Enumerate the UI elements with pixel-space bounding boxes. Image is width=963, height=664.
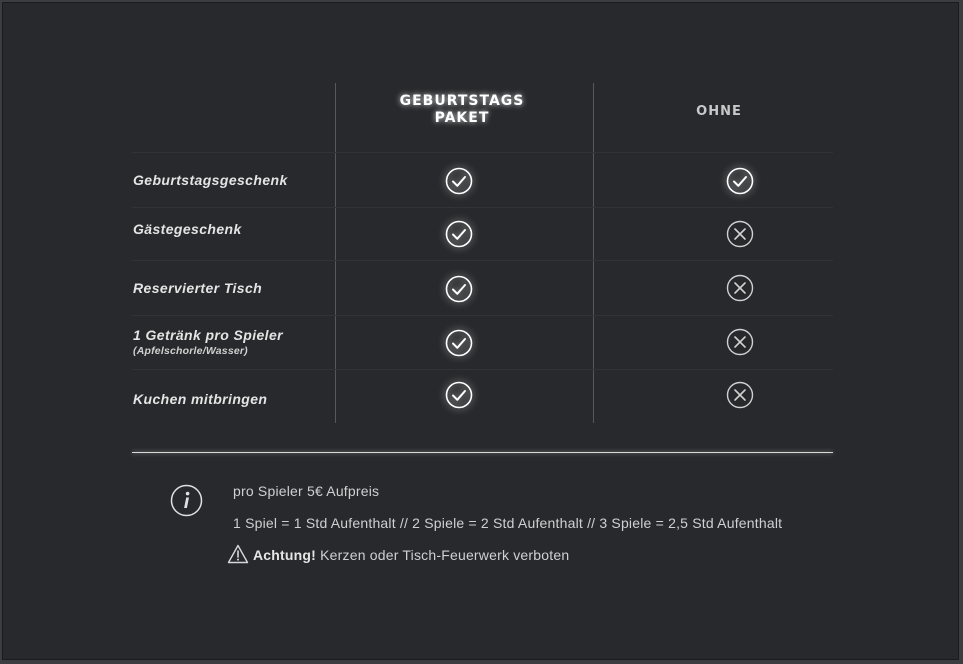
warning-text: Kerzen oder Tisch-Feuerwerk verboten [316, 547, 570, 563]
check-circle-icon [726, 167, 754, 195]
check-circle-icon [445, 220, 473, 248]
check-circle-icon [445, 381, 473, 409]
row-separator [132, 315, 833, 316]
row-separator [132, 152, 833, 153]
warning-triangle-icon [227, 544, 249, 564]
row-label-reservierter-tisch: Reservierter Tisch [133, 280, 263, 296]
warning-bold: Achtung! [253, 547, 317, 563]
row-label-getraenk [133, 327, 283, 357]
check-circle-icon [445, 275, 473, 303]
check-circle-icon [445, 329, 473, 357]
row-label-geburtstagsgeschenk: Geburtstagsgeschenk [133, 172, 288, 188]
row-label-getraenk-title: 1 Getränk pro Spieler [133, 327, 284, 343]
row-label-gaestegeschenk: Gästegeschenk [133, 221, 242, 237]
info-icon [170, 484, 203, 517]
note-duration: 1 Spiel = 1 Std Aufenthalt // 2 Spiele = 2 Std Aufenthalt // 3 Spiele = 2,5 Std Aufenthalt [233, 515, 783, 531]
row-separator [132, 369, 833, 370]
x-circle-icon [726, 274, 754, 302]
section-divider [132, 452, 833, 453]
note-price: pro Spieler 5€ Aufpreis [233, 483, 380, 499]
column-divider [593, 83, 594, 423]
column-header-ohne: OHNE [696, 104, 742, 119]
x-circle-icon [726, 220, 754, 248]
row-sublabel-getraenk: (Apfelschorle/Wasser) [133, 345, 248, 357]
row-label-kuchen: Kuchen mitbringen [133, 391, 268, 407]
row-separator [132, 207, 833, 208]
column-divider [335, 83, 336, 423]
x-circle-icon [726, 381, 754, 409]
note-warning [253, 547, 569, 563]
check-circle-icon [445, 167, 473, 195]
comparison-panel [2, 2, 959, 660]
comparison-table [132, 83, 833, 423]
row-separator [132, 260, 833, 261]
x-circle-icon [726, 328, 754, 356]
column-header-paket: GEBURTSTAGS PAKET [399, 93, 525, 126]
